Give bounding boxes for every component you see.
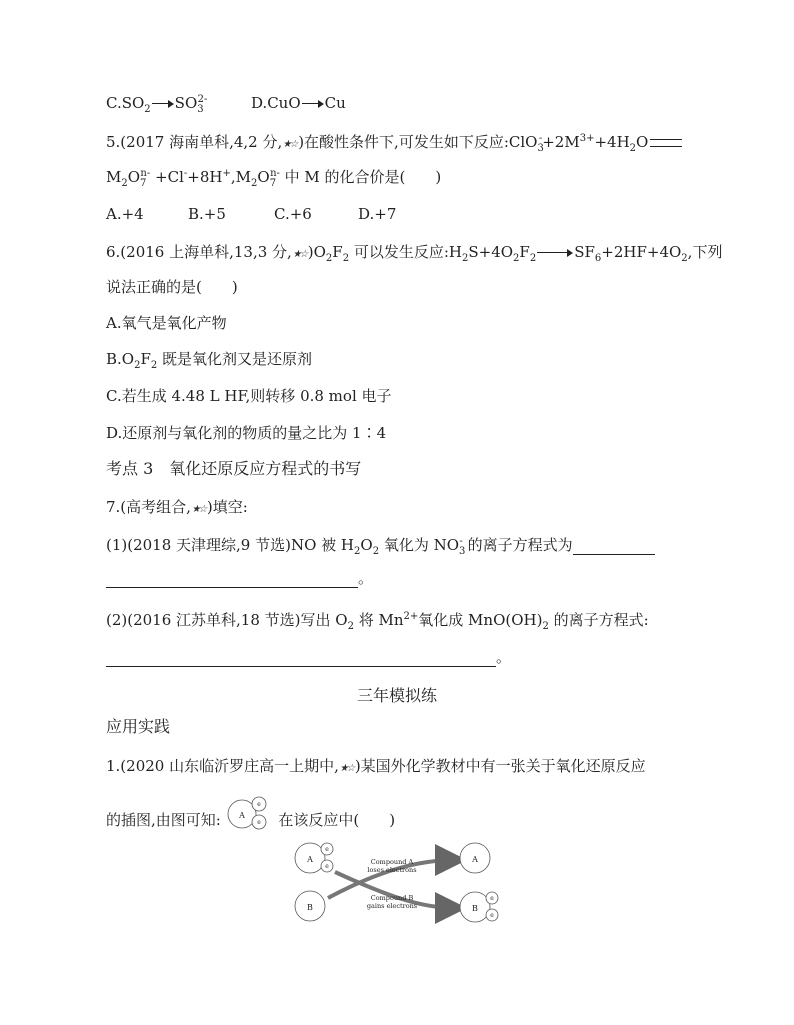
answer-blank[interactable]: [573, 538, 655, 555]
q6-option-a: A.氧气是氧化产物: [106, 314, 227, 332]
q7-part1: (1)(2018 天津理综,9 节选)NO 被 $H_2O_2$ 氧化为 $NO_3^-$ 的离子方程式为: [106, 535, 655, 555]
q6-stem-line2: 说法正确的是( ): [106, 278, 238, 296]
q5-stem: 5.(2017 海南单科,4,2 分,★☆)在酸性条件下,可发生如下反应$:ClO_3^-+2M^{3+}+4H_2O$: [106, 132, 682, 155]
q6-stem: 6.(2016 上海单科,13,3 分$,★☆)O_2F_2$ 可以发生反应$:H_2S+4O_2F_2$ $SF_6+2HF+4O_2$,下列: [106, 243, 723, 264]
equals-sign-icon: [650, 139, 682, 147]
difficulty-stars-icon: ★☆: [291, 249, 309, 260]
difficulty-stars-icon: ★☆: [338, 763, 356, 774]
svg-text:e: e: [490, 895, 494, 902]
subsection-heading: 应用实践: [106, 717, 171, 736]
q7-part2: (2)(2016 江苏单科,18 节选)写出 $O_2$ 将 $Mn^{2+}$氧化成 $MnO(OH)_2$ 的离子方程式:: [106, 611, 649, 632]
q5-stem-line2: $M_2O_7^{n-} +Cl^-+8H^+,M_2O_7^{n-}$ 中 M 的化合价是( ): [106, 168, 442, 189]
arrow-icon: [537, 248, 573, 258]
q6-option-c: C.若生成 4.48 L HF,则转移 0.8 mol 电子: [106, 387, 392, 405]
q5-option-a: A.+4: [106, 205, 144, 223]
svg-text:A: A: [472, 855, 478, 864]
arrow-icon: [152, 99, 174, 109]
svg-text:A: A: [238, 811, 245, 820]
q1-stem-line2: 的插图,由图可知: A e e 在该反应中( ): [106, 808, 395, 834]
difficulty-stars-icon: ★☆: [281, 139, 299, 150]
q4-option-d: D.CuO: [250, 94, 301, 112]
q7-part1-continued: 。: [106, 568, 373, 588]
svg-text:e: e: [256, 801, 261, 808]
q5-options: [106, 204, 396, 224]
q7-part2-continued: 。: [106, 647, 511, 667]
section-heading: 考点 3 氧化还原反应方程式的书写: [106, 459, 362, 478]
svg-text:e: e: [490, 912, 494, 919]
q4-options: $C.SO_2$ $SO_3^{2-}$ D.CuO Cu: [106, 94, 346, 115]
svg-text:Compound B: Compound B: [370, 894, 414, 902]
q5-option-c: C.+6: [274, 205, 312, 223]
svg-text:A: A: [307, 855, 313, 864]
svg-text:B: B: [307, 903, 313, 912]
q7-stem: 7.(高考组合,★☆)填空:: [106, 497, 248, 520]
q5-option-d: D.+7: [358, 205, 397, 223]
atom-electrons-figure: [226, 794, 274, 834]
svg-text:Compound A: Compound A: [370, 858, 414, 866]
answer-blank[interactable]: [106, 571, 358, 588]
svg-text:gains electrons: gains electrons: [366, 902, 418, 910]
section-title: 三年模拟练: [356, 686, 437, 705]
redox-diagram: [290, 840, 510, 930]
arrow-icon: [302, 99, 324, 109]
svg-text:e: e: [256, 819, 261, 826]
q5-option-b: B.+5: [188, 205, 226, 223]
q6-option-d: D.还原剂与氧化剂的物质的量之比为 1∶4: [106, 424, 387, 442]
svg-text:e: e: [325, 846, 329, 853]
answer-blank[interactable]: [106, 650, 496, 667]
difficulty-stars-icon: ★☆: [190, 504, 208, 515]
svg-text:B: B: [472, 904, 478, 913]
q1-stem: 1.(2020 山东临沂罗庄高一上期中,★☆)某国外化学教材中有一张关于氧化还原反应: [106, 756, 646, 779]
svg-text:loses electrons: loses electrons: [367, 866, 417, 874]
svg-text:e: e: [325, 863, 329, 870]
q6-option-b: $B.O_2F_2$ 既是氧化剂又是还原剂: [106, 350, 313, 371]
q4-option-c: C.SO: [106, 94, 145, 112]
